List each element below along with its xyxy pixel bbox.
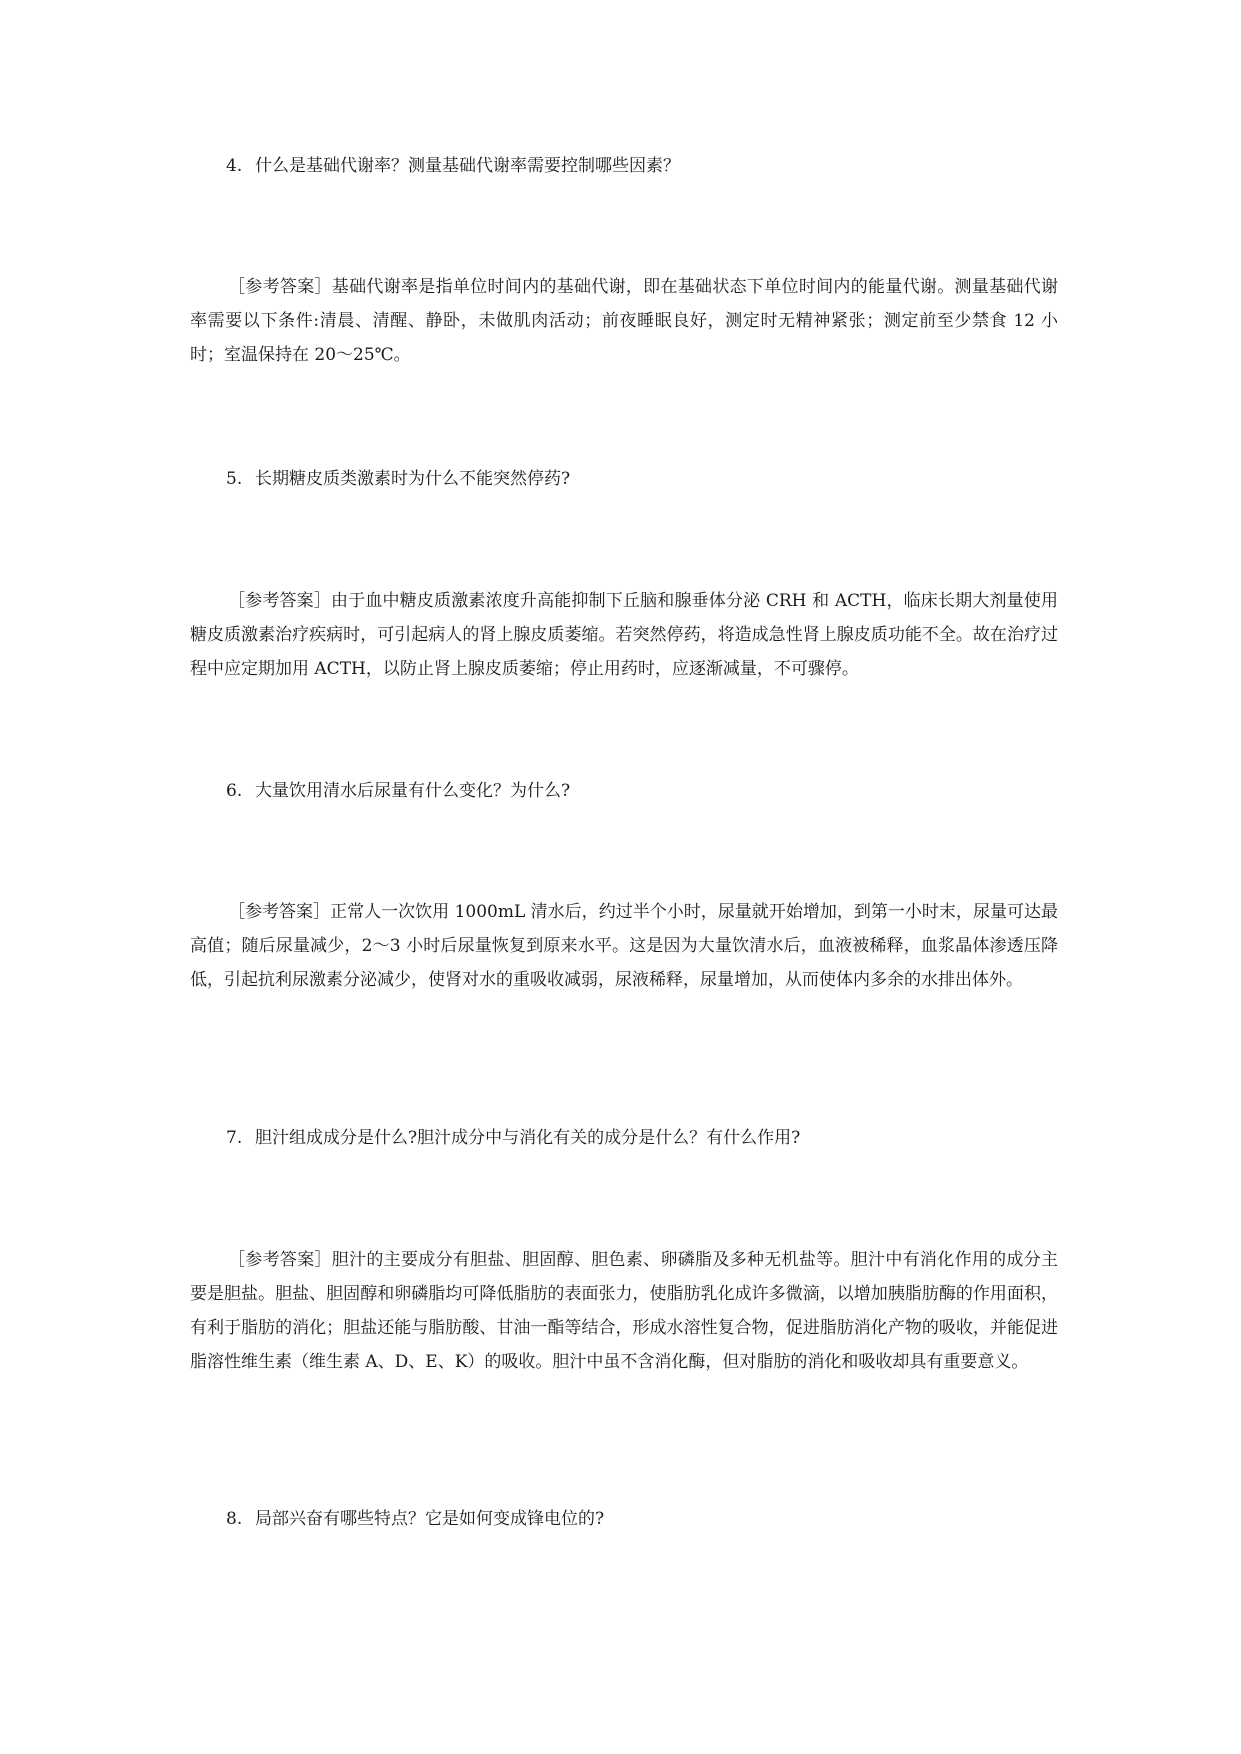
question-4 <box>226 149 1056 183</box>
answer-6: ［参考答案］正常人一次饮用 1000mL 清水后，约过半个小时，尿量就开始增加，到第一小时末，尿量可达最高值；随后尿量减少，2～3 小时后尿量恢复到原来水平。这是因为大量饮清水后，血液被稀释，血浆晶体渗透压降低，引起抗利尿激素分泌减少，使肾对水的重吸收减弱，尿液稀释，尿量增加，从而使体内多余的水排出体外。 <box>190 902 1058 990</box>
question-number: 6. <box>226 781 243 801</box>
question-number: 8. <box>226 1509 243 1529</box>
question-text: 大量饮用清水后尿量有什么变化？为什么? <box>255 781 571 801</box>
question-number: 4. <box>226 156 243 176</box>
question-text: 局部兴奋有哪些特点？它是如何变成锋电位的? <box>255 1509 605 1529</box>
question-number: 7. <box>226 1128 243 1148</box>
question-7 <box>226 1121 1056 1155</box>
question-5 <box>226 462 1056 496</box>
question-text: 胆汁组成成分是什么?胆汁成分中与消化有关的成分是什么？有什么作用? <box>255 1128 801 1148</box>
question-6 <box>226 774 1056 808</box>
question-8 <box>226 1502 1056 1536</box>
answer-7: ［参考答案］胆汁的主要成分有胆盐、胆固醇、胆色素、卵磷脂及多种无机盐等。胆汁中有消化作用的成分主要是胆盐。胆盐、胆固醇和卵磷脂均可降低脂肪的表面张力，使脂肪乳化成许多微滴，以增加胰脂肪酶的作用面积，有利于脂肪的消化；胆盐还能与脂肪酸、甘油一酯等结合，形成水溶性复合物，促进脂肪消化产物的吸收，并能促进脂溶性维生素（维生素 A、D、E、K）的吸收。胆汁中虽不含消化酶，但对脂肪的消化和吸收却具有重要意义。 <box>190 1250 1058 1372</box>
answer-4: ［参考答案］基础代谢率是指单位时间内的基础代谢，即在基础状态下单位时间内的能量代谢。测量基础代谢率需要以下条件:清晨、清醒、静卧，未做肌肉活动；前夜睡眠良好，测定时无精神紧张；测定前至少禁食 12 小时；室温保持在 20～25℃。 <box>190 277 1058 365</box>
question-text: 什么是基础代谢率？测量基础代谢率需要控制哪些因素？ <box>255 156 680 176</box>
question-text: 长期糖皮质类激素时为什么不能突然停药? <box>255 469 571 489</box>
question-number: 5. <box>226 469 243 489</box>
answer-5: ［参考答案］由于血中糖皮质激素浓度升高能抑制下丘脑和腺垂体分泌 CRH 和 ACTH，临床长期大剂量使用糖皮质激素治疗疾病时，可引起病人的肾上腺皮质萎缩。若突然停药，将造成急性肾上腺皮质功能不全。故在治疗过程中应定期加用 ACTH，以防止肾上腺皮质萎缩；停止用药时，应逐渐减量，不可骤停。 <box>190 591 1058 679</box>
